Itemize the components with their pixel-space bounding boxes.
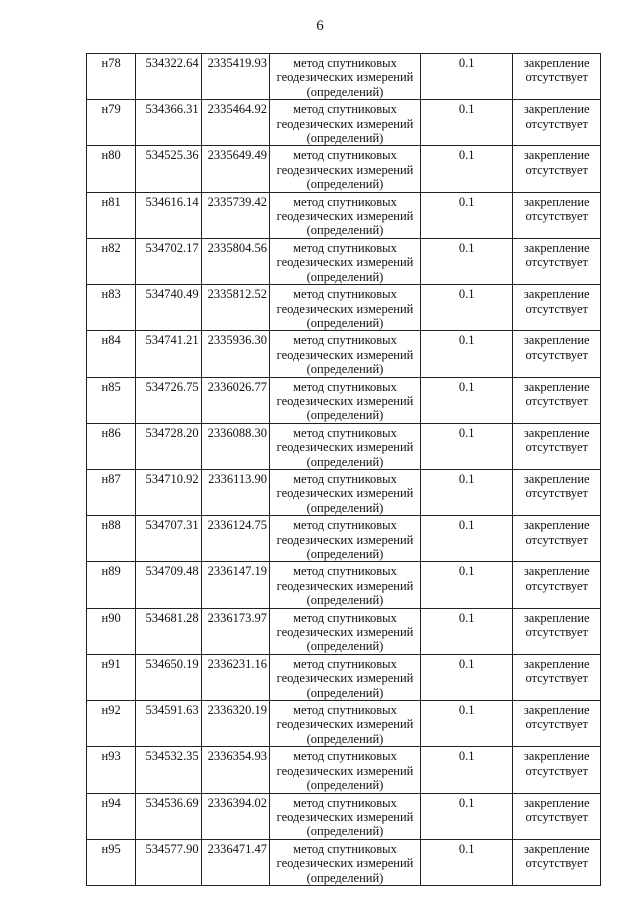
method-line: (определений) [306,315,384,330]
accuracy-cell: 0.1 [420,238,513,284]
method-line: геодезических измерений [276,717,414,732]
y-coordinate-cell: 2336088.30 [201,423,269,469]
method-line: метод спутниковых [293,841,397,856]
method-line: геодезических измерений [276,162,414,177]
point-id-cell: н84 [87,331,136,377]
fixing-line: отсутствует [525,486,588,501]
fixing-cell [513,793,601,839]
method-line: (определений) [306,269,384,284]
point-id-cell: н92 [87,701,136,747]
coordinates-table-body [87,54,601,886]
table-row [87,146,601,192]
table-row [87,377,601,423]
table-row [87,100,601,146]
method-line: метод спутниковых [293,240,397,255]
point-id-cell: н78 [87,54,136,100]
method-line: (определений) [306,454,384,469]
method-line: метод спутниковых [293,610,397,625]
method-line: метод спутниковых [293,656,397,671]
fixing-line: закрепление [523,56,590,70]
method-line: (определений) [306,362,384,377]
method-cell [270,839,421,885]
fixing-line: закрепление [523,148,590,163]
accuracy-cell: 0.1 [420,839,513,885]
fixing-line: закрепление [523,425,590,440]
fixing-cell [513,238,601,284]
method-line: геодезических измерений [276,116,414,131]
method-cell [270,562,421,608]
fixing-line: закрепление [523,333,590,348]
accuracy-cell: 0.1 [420,146,513,192]
x-coordinate-cell: 534322.64 [136,54,201,100]
method-cell [270,54,421,100]
fixing-line: закрепление [523,564,590,579]
point-id-cell: н94 [87,793,136,839]
x-coordinate-cell: 534532.35 [136,747,201,793]
y-coordinate-cell: 2336124.75 [201,516,269,562]
method-line: геодезических измерений [276,856,414,871]
method-line: (определений) [306,685,384,700]
method-line: (определений) [306,131,384,146]
accuracy-cell: 0.1 [420,701,513,747]
method-line: геодезических измерений [276,347,414,362]
x-coordinate-cell: 534366.31 [136,100,201,146]
fixing-line: закрепление [523,287,590,302]
accuracy-cell: 0.1 [420,100,513,146]
fixing-line: отсутствует [525,70,588,85]
table-row [87,701,601,747]
fixing-line: отсутствует [525,301,588,316]
x-coordinate-cell: 534740.49 [136,285,201,331]
fixing-line: закрепление [523,841,590,856]
method-line: геодезических измерений [276,625,414,640]
accuracy-cell: 0.1 [420,285,513,331]
method-cell [270,793,421,839]
method-cell [270,377,421,423]
method-cell [270,238,421,284]
table-row [87,654,601,700]
method-line: геодезических измерений [276,809,414,824]
table-row [87,747,601,793]
fixing-line: отсутствует [525,209,588,224]
method-cell [270,469,421,515]
method-line: геодезических измерений [276,209,414,224]
fixing-line: отсутствует [525,440,588,455]
table-row [87,238,601,284]
fixing-line: закрепление [523,518,590,533]
method-line: (определений) [306,223,384,238]
fixing-line: отсутствует [525,856,588,871]
method-line: метод спутниковых [293,194,397,209]
method-cell [270,701,421,747]
method-line: метод спутниковых [293,795,397,810]
table-row [87,839,601,885]
fixing-line: отсутствует [525,116,588,131]
method-line: метод спутниковых [293,333,397,348]
x-coordinate-cell: 534591.63 [136,701,201,747]
y-coordinate-cell: 2336026.77 [201,377,269,423]
fixing-line: закрепление [523,656,590,671]
method-line: метод спутниковых [293,379,397,394]
method-line: (определений) [306,824,384,839]
x-coordinate-cell: 534709.48 [136,562,201,608]
fixing-cell [513,192,601,238]
method-line: геодезических измерений [276,255,414,270]
accuracy-cell: 0.1 [420,423,513,469]
method-cell [270,608,421,654]
method-line: геодезических измерений [276,301,414,316]
y-coordinate-cell: 2335804.56 [201,238,269,284]
point-id-cell: н95 [87,839,136,885]
y-coordinate-cell: 2335812.52 [201,285,269,331]
x-coordinate-cell: 534728.20 [136,423,201,469]
y-coordinate-cell: 2336394.02 [201,793,269,839]
fixing-line: закрепление [523,194,590,209]
accuracy-cell: 0.1 [420,747,513,793]
accuracy-cell: 0.1 [420,793,513,839]
table-row [87,516,601,562]
y-coordinate-cell: 2335419.93 [201,54,269,100]
method-line: (определений) [306,639,384,654]
point-id-cell: н93 [87,747,136,793]
x-coordinate-cell: 534525.36 [136,146,201,192]
method-cell [270,747,421,793]
y-coordinate-cell: 2335739.42 [201,192,269,238]
x-coordinate-cell: 534702.17 [136,238,201,284]
point-id-cell: н88 [87,516,136,562]
fixing-line: отсутствует [525,763,588,778]
method-cell [270,146,421,192]
method-line: метод спутниковых [293,703,397,718]
fixing-line: отсутствует [525,347,588,362]
x-coordinate-cell: 534710.92 [136,469,201,515]
method-line: метод спутниковых [293,148,397,163]
fixing-cell [513,100,601,146]
table-row [87,469,601,515]
method-line: (определений) [306,408,384,423]
method-line: геодезических измерений [276,578,414,593]
method-line: (определений) [306,177,384,192]
method-cell [270,423,421,469]
accuracy-cell: 0.1 [420,377,513,423]
accuracy-cell: 0.1 [420,608,513,654]
x-coordinate-cell: 534650.19 [136,654,201,700]
y-coordinate-cell: 2336471.47 [201,839,269,885]
method-line: (определений) [306,870,384,885]
fixing-line: закрепление [523,703,590,718]
method-line: (определений) [306,731,384,746]
fixing-cell [513,423,601,469]
point-id-cell: н81 [87,192,136,238]
y-coordinate-cell: 2336113.90 [201,469,269,515]
method-line: (определений) [306,778,384,793]
method-line: метод спутниковых [293,56,397,70]
y-coordinate-cell: 2335936.30 [201,331,269,377]
fixing-cell [513,654,601,700]
fixing-line: закрепление [523,795,590,810]
accuracy-cell: 0.1 [420,654,513,700]
table-row [87,54,601,100]
page-number: 6 [316,18,324,34]
fixing-line: отсутствует [525,625,588,640]
x-coordinate-cell: 534707.31 [136,516,201,562]
fixing-line: отсутствует [525,532,588,547]
method-line: (определений) [306,84,384,99]
fixing-cell [513,701,601,747]
accuracy-cell: 0.1 [420,516,513,562]
y-coordinate-cell: 2336147.19 [201,562,269,608]
x-coordinate-cell: 534741.21 [136,331,201,377]
table-row [87,192,601,238]
fixing-line: отсутствует [525,255,588,270]
point-id-cell: н82 [87,238,136,284]
y-coordinate-cell: 2336231.16 [201,654,269,700]
fixing-cell [513,469,601,515]
fixing-cell [513,747,601,793]
fixing-cell [513,562,601,608]
method-line: метод спутниковых [293,425,397,440]
x-coordinate-cell: 534536.69 [136,793,201,839]
fixing-cell [513,608,601,654]
point-id-cell: н91 [87,654,136,700]
fixing-cell [513,146,601,192]
method-cell [270,331,421,377]
table-row [87,285,601,331]
fixing-line: закрепление [523,471,590,486]
fixing-line: отсутствует [525,393,588,408]
point-id-cell: н79 [87,100,136,146]
x-coordinate-cell: 534577.90 [136,839,201,885]
method-line: метод спутниковых [293,749,397,764]
coordinates-table [86,53,601,886]
method-line: (определений) [306,547,384,561]
accuracy-cell: 0.1 [420,192,513,238]
point-id-cell: н83 [87,285,136,331]
method-line: метод спутниковых [293,102,397,117]
fixing-line: отсутствует [525,717,588,732]
method-line: метод спутниковых [293,518,397,533]
fixing-cell [513,516,601,562]
method-line: геодезических измерений [276,532,414,547]
method-line: метод спутниковых [293,471,397,486]
y-coordinate-cell: 2335649.49 [201,146,269,192]
accuracy-cell: 0.1 [420,469,513,515]
fixing-line: закрепление [523,610,590,625]
method-cell [270,100,421,146]
x-coordinate-cell: 534681.28 [136,608,201,654]
y-coordinate-cell: 2336354.93 [201,747,269,793]
x-coordinate-cell: 534726.75 [136,377,201,423]
method-line: геодезических измерений [276,70,414,85]
method-line: геодезических измерений [276,393,414,408]
fixing-cell [513,331,601,377]
accuracy-cell: 0.1 [420,54,513,100]
fixing-cell [513,377,601,423]
method-line: (определений) [306,593,384,608]
method-cell [270,654,421,700]
fixing-cell [513,839,601,885]
table-row [87,793,601,839]
x-coordinate-cell: 534616.14 [136,192,201,238]
point-id-cell: н85 [87,377,136,423]
accuracy-cell: 0.1 [420,562,513,608]
method-line: метод спутниковых [293,287,397,302]
table-row [87,423,601,469]
table-row [87,608,601,654]
fixing-line: закрепление [523,749,590,764]
table-row [87,331,601,377]
fixing-cell [513,285,601,331]
y-coordinate-cell: 2336173.97 [201,608,269,654]
point-id-cell: н90 [87,608,136,654]
method-line: геодезических измерений [276,763,414,778]
fixing-line: отсутствует [525,809,588,824]
point-id-cell: н86 [87,423,136,469]
y-coordinate-cell: 2335464.92 [201,100,269,146]
accuracy-cell: 0.1 [420,331,513,377]
fixing-line: отсутствует [525,578,588,593]
method-cell [270,516,421,562]
fixing-line: закрепление [523,102,590,117]
fixing-line: отсутствует [525,162,588,177]
point-id-cell: н80 [87,146,136,192]
method-line: (определений) [306,500,384,515]
point-id-cell: н89 [87,562,136,608]
table-row [87,562,601,608]
method-cell [270,285,421,331]
method-cell [270,192,421,238]
method-line: метод спутниковых [293,564,397,579]
fixing-line: закрепление [523,240,590,255]
fixing-line: закрепление [523,379,590,394]
method-line: геодезических измерений [276,486,414,501]
method-line: геодезических измерений [276,440,414,455]
point-id-cell: н87 [87,469,136,515]
method-line: геодезических измерений [276,671,414,686]
y-coordinate-cell: 2336320.19 [201,701,269,747]
fixing-cell [513,54,601,100]
fixing-line: отсутствует [525,671,588,686]
